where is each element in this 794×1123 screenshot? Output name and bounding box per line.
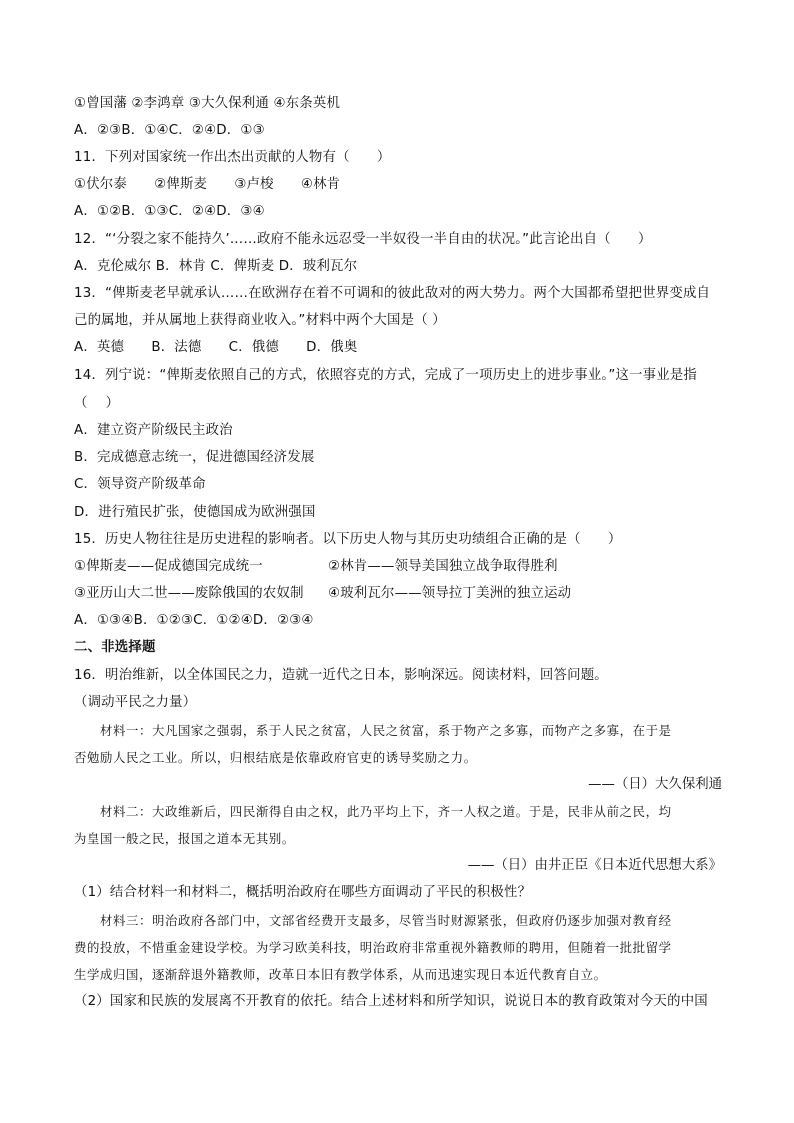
q16-material2-line2: 为皇国一般之民，报国之道本无其别。 [74, 831, 295, 846]
q16-material3-line2: 费的投放，不惜重金建设学校。为学习欧美科技，明治政府非常重视外籍教师的聘用，但随着一批批留学 [74, 940, 672, 955]
q13-stem-line1: 13．“俾斯麦老早就承认……在欧洲存在着不可调和的彼此敌对的两大势力。两个大国都希望把世界变成自 [74, 286, 711, 301]
section-heading: 二、非选择题 [74, 640, 156, 655]
q16-material1-line2: 否勉励人民之工业。所以，归根结底是依靠政府官吏的诱导奖励之力。 [74, 750, 477, 765]
q14-stem-line1: 14．列宁说：“俾斯麦依照自己的方式，依照容克的方式，完成了一项历史上的进步事业。”这一事业是指 [74, 368, 697, 383]
q12-options: A．克伦威尔 B．林肯 C．俾斯麦 D．玻利瓦尔 [74, 259, 358, 274]
q16-material3-line1: 材料三：明治政府各部门中，文部省经费开支最多，尽管当时财源紧张，但政府仍逐步加强对教育经 [100, 913, 672, 928]
q16-material1-line1: 材料一：大凡国家之强弱，系于人民之贫富，人民之贫富，系于物产之多寡，而物产之多寡，在于是 [100, 723, 672, 738]
q14-stem-line2: （ ） [74, 396, 120, 411]
q16-subtitle: （调动平民之力量） [74, 695, 197, 710]
q13-stem-line2: 己的属地，并从属地上获得商业收入。”材料中两个大国是（ ） [74, 313, 446, 328]
q14-option-b: B．完成德意志统一，促进德国经济发展 [74, 450, 315, 465]
q16-sub2: （2）国家和民族的发展离不开教育的依托。结合上述材料和所学知识，说说日本的教育政策对今天的中国 [74, 994, 708, 1009]
q16-sub1: （1）结合材料一和材料二，概括明治政府在哪些方面调动了平民的积极性？ [74, 885, 532, 900]
q14-option-d: D．进行殖民扩张，使德国成为欧洲强国 [74, 505, 316, 520]
q10-options: A．②③B．①④C．②④D．①③ [74, 123, 265, 138]
q14-option-c: C．领导资产阶级革命 [74, 477, 206, 492]
q15-item2: ②林肯——领导美国独立战争取得胜利 [328, 559, 558, 574]
q16-material2-line1: 材料二：大政维新后，四民渐得自由之权，此乃平均上下，齐一人权之道。于是，民非从前之民，均 [100, 804, 672, 819]
q15-item1: ①俾斯麦——促成德国完成统一 [74, 559, 263, 574]
q15-stem: 15．历史人物往往是历史进程的影响者。以下历史人物与其历史功绩组合正确的是（ ） [74, 532, 622, 547]
q16-material2-source: ——（日）由井正臣《日本近代思想大系》 [467, 858, 722, 873]
q10-items: ①曾国藩 ②李鸿章 ③大久保利通 ④东条英机 [74, 96, 341, 111]
q11-options: A．①②B．①③C．②④D．③④ [74, 204, 265, 219]
q14-option-a: A．建立资产阶级民主政治 [74, 423, 233, 438]
q16-stem: 16．明治维新，以全体国民之力，造就一近代之日本，影响深远。阅读材料，回答问题。 [74, 668, 608, 683]
q15-item4: ④玻利瓦尔——领导拉丁美洲的独立运动 [328, 586, 572, 601]
q11-items: ①伏尔泰 ②俾斯麦 ③卢梭 ④林肯 [74, 177, 341, 192]
q16-material1-source: ——（日）大久保利通 [588, 777, 722, 792]
q13-options: A．英德 B．法德 C．俄德 D．俄奥 [74, 340, 358, 355]
q16-material3-line3: 生学成归国，逐渐辞退外籍教师，改革日本旧有教学体系，从而迅速实现日本近代教育自立。 [74, 967, 607, 982]
q12-stem: 12．“‘分裂之家不能持久’……政府不能永远忍受一半奴役一半自由的状况。”此言论出自（ ） [74, 232, 652, 247]
q15-options: A．①③④B．①②③C．①②④D．②③④ [74, 613, 314, 628]
q15-item3: ③亚历山大二世——废除俄国的农奴制 [74, 586, 304, 601]
q11-stem: 11．下列对国家统一作出杰出贡献的人物有（ ） [74, 150, 391, 165]
